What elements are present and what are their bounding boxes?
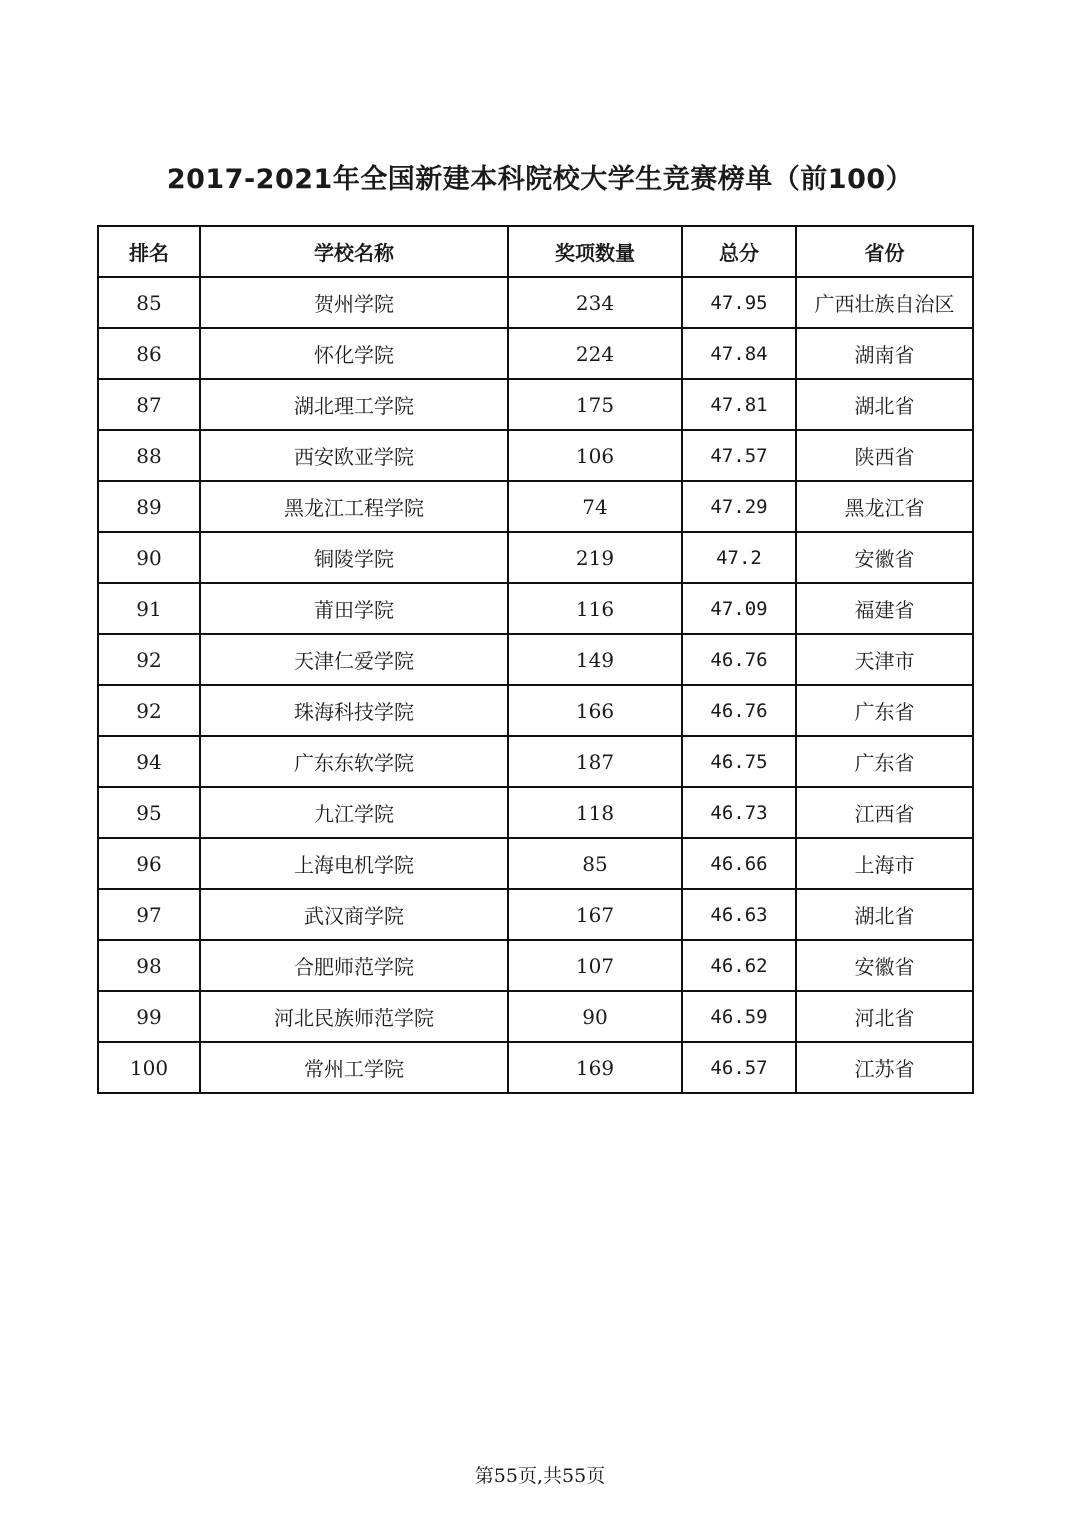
table-row [98, 838, 973, 889]
province-cell: 江西省 [796, 787, 973, 838]
award-count-cell: 116 [508, 583, 682, 634]
total-score-cell: 46.76 [682, 685, 796, 736]
award-count-cell: 90 [508, 991, 682, 1042]
rank-cell: 96 [98, 838, 200, 889]
table-row [98, 685, 973, 736]
total-score-cell: 46.62 [682, 940, 796, 991]
rank-cell: 99 [98, 991, 200, 1042]
column-header-total-score: 总分 [682, 226, 796, 277]
rank-cell: 91 [98, 583, 200, 634]
ranking-table [97, 225, 974, 1094]
school-name-cell: 河北民族师范学院 [200, 991, 508, 1042]
page-number-footer: 第55页,共55页 [474, 1465, 606, 1487]
table-row [98, 328, 973, 379]
award-count-cell: 224 [508, 328, 682, 379]
school-name-cell: 武汉商学院 [200, 889, 508, 940]
table-row [98, 991, 973, 1042]
column-header-award-count: 奖项数量 [508, 226, 682, 277]
province-cell: 湖北省 [796, 889, 973, 940]
table-row [98, 277, 973, 328]
rank-cell: 92 [98, 685, 200, 736]
rank-cell: 94 [98, 736, 200, 787]
province-cell: 陕西省 [796, 430, 973, 481]
column-header-province: 省份 [796, 226, 973, 277]
table-row [98, 889, 973, 940]
province-cell: 广东省 [796, 685, 973, 736]
table-header-row [98, 226, 973, 277]
province-cell: 黑龙江省 [796, 481, 973, 532]
school-name-cell: 上海电机学院 [200, 838, 508, 889]
total-score-cell: 47.09 [682, 583, 796, 634]
total-score-cell: 47.2 [682, 532, 796, 583]
total-score-cell: 46.75 [682, 736, 796, 787]
rank-cell: 95 [98, 787, 200, 838]
total-score-cell: 46.66 [682, 838, 796, 889]
province-cell: 福建省 [796, 583, 973, 634]
award-count-cell: 74 [508, 481, 682, 532]
rank-cell: 87 [98, 379, 200, 430]
province-cell: 湖北省 [796, 379, 973, 430]
school-name-cell: 九江学院 [200, 787, 508, 838]
school-name-cell: 西安欧亚学院 [200, 430, 508, 481]
total-score-cell: 46.63 [682, 889, 796, 940]
column-header-rank: 排名 [98, 226, 200, 277]
province-cell: 安徽省 [796, 532, 973, 583]
table-row [98, 430, 973, 481]
total-score-cell: 46.57 [682, 1042, 796, 1093]
table-row [98, 940, 973, 991]
school-name-cell: 天津仁爱学院 [200, 634, 508, 685]
school-name-cell: 珠海科技学院 [200, 685, 508, 736]
table-row [98, 1042, 973, 1093]
school-name-cell: 广东东软学院 [200, 736, 508, 787]
rank-cell: 98 [98, 940, 200, 991]
province-cell: 天津市 [796, 634, 973, 685]
page-title: 2017-2021年全国新建本科院校大学生竞赛榜单（前100） [166, 164, 914, 195]
award-count-cell: 175 [508, 379, 682, 430]
award-count-cell: 187 [508, 736, 682, 787]
province-cell: 河北省 [796, 991, 973, 1042]
total-score-cell: 46.73 [682, 787, 796, 838]
award-count-cell: 107 [508, 940, 682, 991]
table-row [98, 787, 973, 838]
province-cell: 上海市 [796, 838, 973, 889]
column-header-school-name: 学校名称 [200, 226, 508, 277]
school-name-cell: 湖北理工学院 [200, 379, 508, 430]
rank-cell: 85 [98, 277, 200, 328]
province-cell: 湖南省 [796, 328, 973, 379]
school-name-cell: 莆田学院 [200, 583, 508, 634]
award-count-cell: 118 [508, 787, 682, 838]
award-count-cell: 167 [508, 889, 682, 940]
school-name-cell: 贺州学院 [200, 277, 508, 328]
rank-cell: 92 [98, 634, 200, 685]
province-cell: 广西壮族自治区 [796, 277, 973, 328]
province-cell: 安徽省 [796, 940, 973, 991]
rank-cell: 89 [98, 481, 200, 532]
total-score-cell: 47.95 [682, 277, 796, 328]
school-name-cell: 怀化学院 [200, 328, 508, 379]
rank-cell: 86 [98, 328, 200, 379]
province-cell: 广东省 [796, 736, 973, 787]
total-score-cell: 47.57 [682, 430, 796, 481]
school-name-cell: 铜陵学院 [200, 532, 508, 583]
table-row [98, 481, 973, 532]
school-name-cell: 常州工学院 [200, 1042, 508, 1093]
award-count-cell: 219 [508, 532, 682, 583]
total-score-cell: 47.81 [682, 379, 796, 430]
award-count-cell: 234 [508, 277, 682, 328]
rank-cell: 90 [98, 532, 200, 583]
school-name-cell: 合肥师范学院 [200, 940, 508, 991]
school-name-cell: 黑龙江工程学院 [200, 481, 508, 532]
award-count-cell: 149 [508, 634, 682, 685]
award-count-cell: 106 [508, 430, 682, 481]
total-score-cell: 47.84 [682, 328, 796, 379]
table-row [98, 583, 973, 634]
table-row [98, 379, 973, 430]
total-score-cell: 47.29 [682, 481, 796, 532]
table-row [98, 736, 973, 787]
table-row [98, 532, 973, 583]
table-row [98, 634, 973, 685]
total-score-cell: 46.76 [682, 634, 796, 685]
province-cell: 江苏省 [796, 1042, 973, 1093]
rank-cell: 100 [98, 1042, 200, 1093]
award-count-cell: 169 [508, 1042, 682, 1093]
award-count-cell: 166 [508, 685, 682, 736]
award-count-cell: 85 [508, 838, 682, 889]
total-score-cell: 46.59 [682, 991, 796, 1042]
rank-cell: 97 [98, 889, 200, 940]
rank-cell: 88 [98, 430, 200, 481]
